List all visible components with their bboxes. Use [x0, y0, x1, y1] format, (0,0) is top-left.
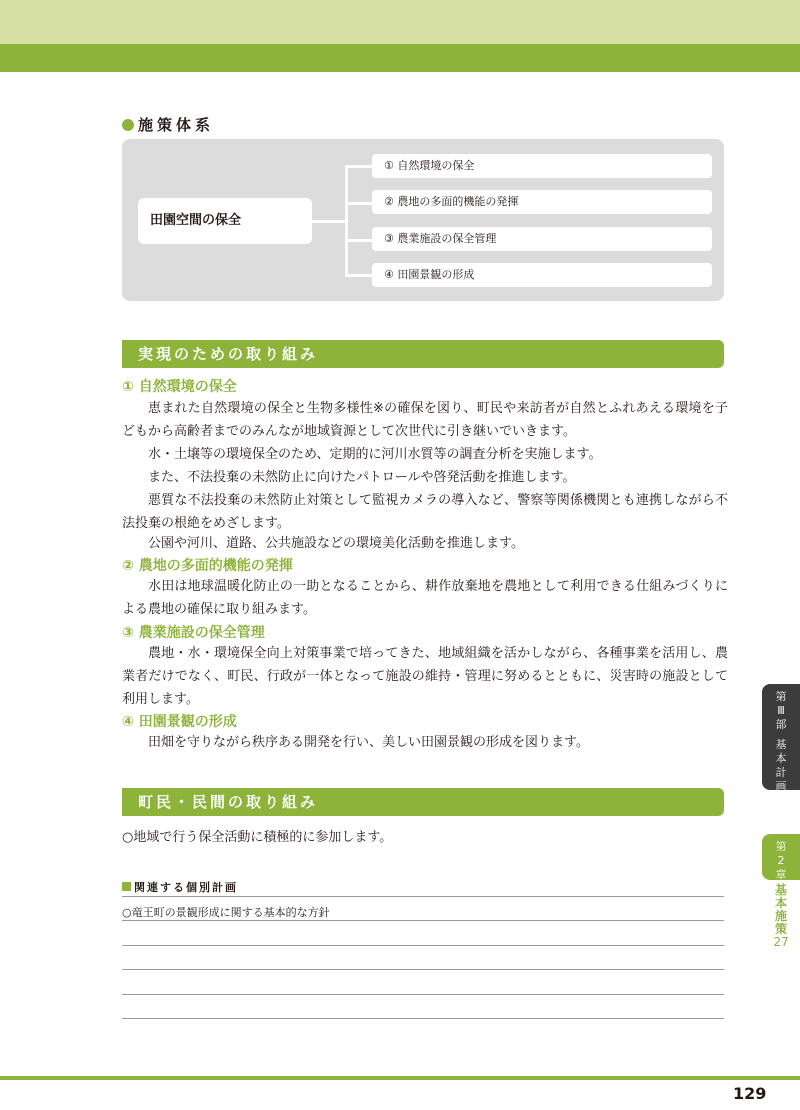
connector-branch-1	[345, 165, 373, 168]
square-bullet-icon	[122, 882, 131, 891]
policy-item-4: ④ 田園景観の形成	[372, 263, 712, 287]
part-tab-char: 画	[775, 780, 787, 793]
top-band	[0, 0, 800, 44]
policy-section-title	[122, 114, 214, 135]
policy-item-1: ① 自然環境の保全	[372, 154, 712, 178]
chapter-tab-char: 2	[777, 854, 785, 867]
initiative-heading-4: ④ 田園景観の形成	[122, 714, 237, 730]
initiative-4-para-1: 田畑を守りながら秩序ある開発を行い、美しい田園景観の形成を図ります。	[148, 735, 589, 750]
rule-line	[122, 945, 724, 946]
related-plan-item: ○竜王町の景観形成に関する基本的な方針	[122, 906, 330, 919]
part-tab-char: 第	[775, 690, 787, 703]
chapter-tab-char: 第	[775, 840, 787, 853]
rule-line	[122, 1018, 724, 1019]
initiative-1-para-2: 水・土壌等の環境保全のため、定期的に河川水質等の調査分析を実施します。	[148, 447, 602, 462]
policy-item-2: ② 農地の多面的機能の発揮	[372, 190, 712, 214]
connector-branch-4	[345, 274, 373, 277]
policy-main-box: 田園空間の保全	[138, 198, 312, 244]
part-tab[interactable]	[762, 684, 800, 793]
initiative-1-para-1: 恵まれた自然環境の保全と生物多様性※の確保を図り、町民や来訪者が自然とふれあえる環境を子どもから高齢者までのみんなが地域資源として次世代に引き継いでいきます。	[122, 401, 728, 439]
chapter-tab[interactable]	[762, 834, 800, 880]
initiative-1-para-5: 公園や河川、道路、公共施設などの環境美化活動を推進します。	[148, 536, 524, 551]
policy-item-3: ③ 農業施設の保全管理	[372, 227, 712, 251]
page-number: 129	[733, 1084, 767, 1103]
related-plans-title	[122, 879, 238, 895]
part-tab-char: 部	[775, 718, 787, 731]
initiative-heading-1: ① 自然環境の保全	[122, 379, 237, 395]
part-tab-char: 基	[775, 738, 787, 751]
bottom-rule	[0, 1076, 800, 1080]
initiatives-title: 実現のための取り組み	[138, 345, 319, 363]
part-tab-char: 本	[775, 752, 787, 765]
connector-horizontal	[312, 220, 346, 223]
citizen-title: 町民・民間の取り組み	[138, 793, 319, 811]
chapter-label-char: 施	[774, 909, 787, 923]
rule-line	[122, 920, 724, 921]
initiative-3-para-1: 農地・水・環境保全向上対策事業で培ってきた、地域組織を活かしながら、各種事業を活用し、農業者だけでなく、町民、行政が一体となって施設の維持・管理に努めるとともに、災害時の施設として利用します。	[122, 646, 728, 707]
citizen-header	[122, 788, 724, 816]
rule-line	[122, 896, 724, 897]
chapter-label	[762, 884, 800, 949]
initiative-1-para-3: また、不法投棄の未然防止に向けたパトロールや啓発活動を推進します。	[148, 470, 576, 485]
connector-branch-2	[345, 202, 373, 205]
policy-title-text: 施策体系	[138, 116, 215, 134]
initiative-heading-2: ② 農地の多面的機能の発揮	[122, 558, 293, 574]
connector-vertical	[345, 165, 348, 276]
rule-line	[122, 994, 724, 995]
initiative-heading-3: ③ 農業施設の保全管理	[122, 625, 265, 641]
part-tab-char: Ⅲ	[777, 704, 785, 717]
bullet-dot-icon	[122, 119, 134, 131]
chapter-tab-char: 章	[775, 868, 787, 881]
initiative-1-para-4: 悪質な不法投棄の未然防止対策として監視カメラの導入など、警察等関係機関とも連携しながら不法投棄の根絶をめざします。	[122, 493, 728, 531]
chapter-label-char: 本	[774, 896, 787, 910]
chapter-label-char: 基	[774, 883, 787, 897]
part-tab-char: 計	[775, 766, 787, 779]
citizen-text: ○地域で行う保全活動に積極的に参加します。	[122, 830, 393, 845]
chapter-label-char: 27	[773, 935, 789, 949]
rule-line	[122, 969, 724, 970]
chapter-label-char: 策	[774, 922, 787, 936]
connector-branch-3	[345, 239, 373, 242]
initiatives-header	[122, 340, 724, 368]
related-title-text: 関連する個別計画	[134, 881, 238, 894]
top-bar	[0, 44, 800, 72]
initiative-2-para-1: 水田は地球温暖化防止の一助となることから、耕作放棄地を農地として利用できる仕組みづくりによる農地の確保に取り組みます。	[122, 579, 728, 617]
